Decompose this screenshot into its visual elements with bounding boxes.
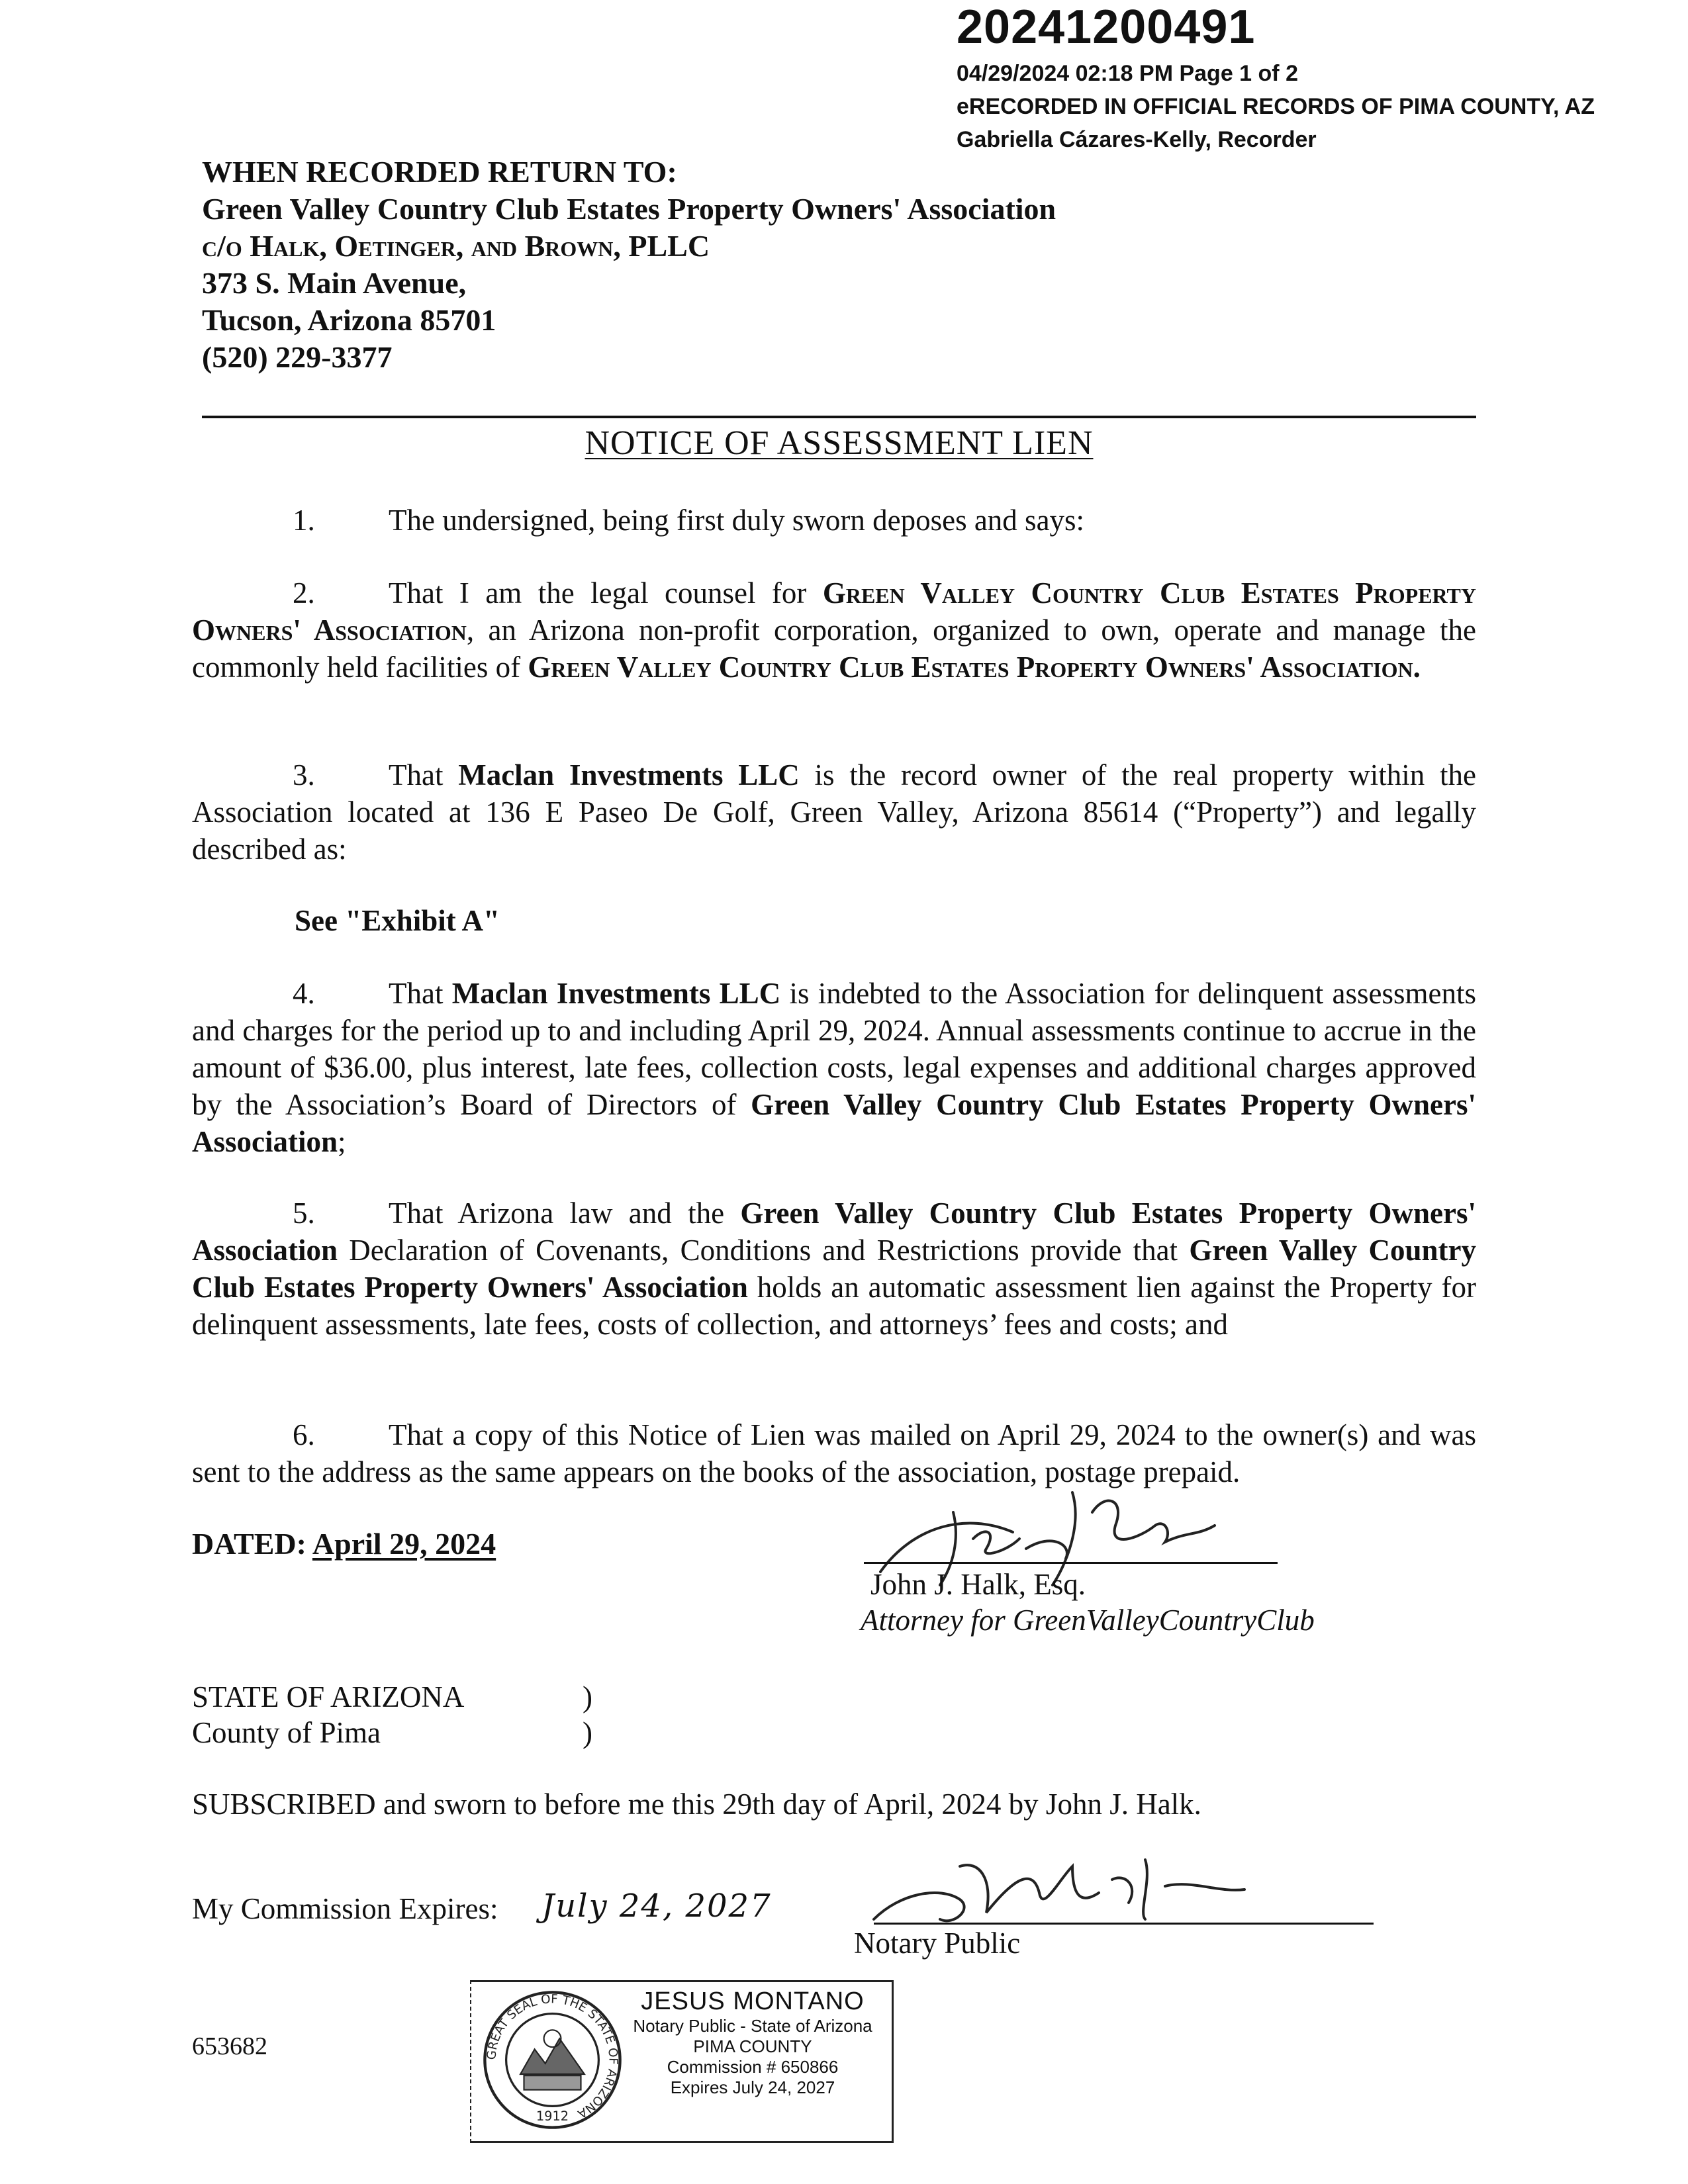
paragraph-text: is the record owner of the real property within the Association located at 136 E Paseo De Golf, Green Valley, Arizona 85614 (“Property”) and legally described as: <box>192 758 1477 866</box>
paragraph-text: That a copy of this Notice of Lien was mailed on April 29, 2024 to the owner(s) and was sent to the address as the same appears on the books of the association, postage prepaid. <box>192 1418 1476 1488</box>
paragraph-text: That <box>389 977 452 1010</box>
seal-commission-number: Commission # 650866 <box>667 2057 839 2077</box>
see-exhibit: See "Exhibit A" <box>295 904 500 937</box>
paragraph-text: ; <box>338 1125 346 1158</box>
commission-label: My Commission Expires: <box>192 1892 498 1925</box>
venue-paren: ) <box>583 1680 592 1713</box>
paragraph-text: is indebted to the Association for delinquent assessments and charges for the period up to and including April 29, 2024. Annual assessments continue to accrue in the amount of $36.00, plus interest, late fees, collection costs, legal expenses and additional charges approved by the Association’s Board of Directors of <box>192 977 1476 1121</box>
venue-paren: ) <box>583 1716 592 1749</box>
document-title: NOTICE OF ASSESSMENT LIEN <box>585 424 1094 462</box>
arizona-state-seal-icon <box>481 1989 624 2131</box>
paragraph-number: 2. <box>293 576 315 610</box>
header-rule <box>202 416 1476 418</box>
seal-notary-title: Notary Public - State of Arizona <box>633 2016 872 2036</box>
paragraph-text: That Arizona law and the <box>389 1197 741 1230</box>
association-name: Green Valley Country Club Estates Property Owners' Association <box>192 576 1476 647</box>
owner-name: Maclan Investments LLC <box>458 758 800 792</box>
return-to-care-of: c/o Halk, Oetinger, and Brown, PLLC <box>202 229 710 263</box>
seal-county: PIMA COUNTY <box>693 2036 812 2056</box>
paragraph-text: The undersigned, being first duly sworn deposes and says: <box>389 504 1085 537</box>
dated-line <box>192 1526 496 1561</box>
notary-signature <box>861 1853 1258 1933</box>
recording-number: 20241200491 <box>957 1 1256 54</box>
seal-expiration: Expires July 24, 2027 <box>670 2077 835 2097</box>
return-to-phone: (520) 229-3377 <box>202 340 393 374</box>
document-id: 653682 <box>192 2032 267 2060</box>
subscribed-statement: SUBSCRIBED and sworn to before me this 29th day of April, 2024 by John J. Halk. <box>192 1788 1201 1821</box>
association-name: Green Valley Country Club Estates Property Owners' Association. <box>528 651 1421 684</box>
paragraph-4 <box>192 975 1476 1160</box>
commission-date-handwritten: July 24, 2027 <box>541 1888 772 1925</box>
dated-date: April 29, 2024 <box>312 1527 496 1561</box>
paragraph-text: , an Arizona non-profit corporation, organized to own, operate and manage the commonly held facilities of <box>192 614 1476 684</box>
recording-office: eRECORDED IN OFFICIAL RECORDS OF PIMA COUNTY, AZ <box>957 94 1595 119</box>
paragraph-1 <box>192 502 1476 539</box>
return-to-street: 373 S. Main Avenue, <box>202 266 467 300</box>
paragraph-number: 5. <box>293 1197 315 1230</box>
paragraph-text: That I am the legal counsel for <box>389 576 823 610</box>
paragraph-6 <box>192 1416 1476 1490</box>
return-to-org: Green Valley Country Club Estates Property Owners' Association <box>202 192 1056 226</box>
venue-state: STATE OF ARIZONA <box>192 1680 465 1713</box>
association-name: Green Valley Country Club Estates Property Owners' Association <box>192 1234 1476 1304</box>
notary-public-label: Notary Public <box>854 1927 1021 1960</box>
recording-datetime: 04/29/2024 02:18 PM Page 1 of 2 <box>957 61 1298 86</box>
recording-recorder: Gabriella Cázares-Kelly, Recorder <box>957 127 1317 152</box>
seal-notary-name: JESUS MONTANO <box>641 1987 865 2015</box>
attorney-title: Attorney for GreenValleyCountryClub <box>861 1604 1315 1637</box>
attorney-signature-line <box>864 1562 1278 1564</box>
seal-text-block <box>617 1987 888 2098</box>
paragraph-text: That <box>389 758 459 792</box>
paragraph-number: 1. <box>293 504 315 537</box>
paragraph-number: 4. <box>293 977 315 1010</box>
paragraph-number: 3. <box>293 758 315 792</box>
return-to-city: Tucson, Arizona 85701 <box>202 303 496 337</box>
association-name: Green Valley Country Club Estates Property Owners' Association <box>192 1088 1477 1158</box>
notary-signature-line <box>874 1923 1374 1925</box>
paragraph-text: holds an automatic assessment lien against the Property for delinquent assessments, late fees, costs of collection, and attorneys’ fees and costs; and <box>192 1271 1476 1341</box>
dated-label: DATED: <box>192 1527 312 1561</box>
attorney-name: John J. Halk, Esq. <box>870 1568 1086 1601</box>
paragraph-number: 6. <box>293 1418 315 1451</box>
paragraph-5 <box>192 1195 1476 1343</box>
association-name: Green Valley Country Club Estates Property Owners' Association <box>192 1197 1476 1267</box>
paragraph-text: Declaration of Covenants, Conditions and Restrictions provide that <box>338 1234 1190 1267</box>
notary-seal <box>470 1980 894 2143</box>
paragraph-2 <box>192 574 1476 686</box>
owner-name: Maclan Investments LLC <box>451 977 781 1010</box>
venue-county: County of Pima <box>192 1716 381 1749</box>
return-to-heading: WHEN RECORDED RETURN TO: <box>202 155 677 189</box>
seal-emblem-year: 1912 <box>536 2108 569 2124</box>
seal-emblem-text: GREAT SEAL OF THE STATE OF ARIZONA <box>485 1992 620 2121</box>
paragraph-3 <box>192 756 1476 868</box>
